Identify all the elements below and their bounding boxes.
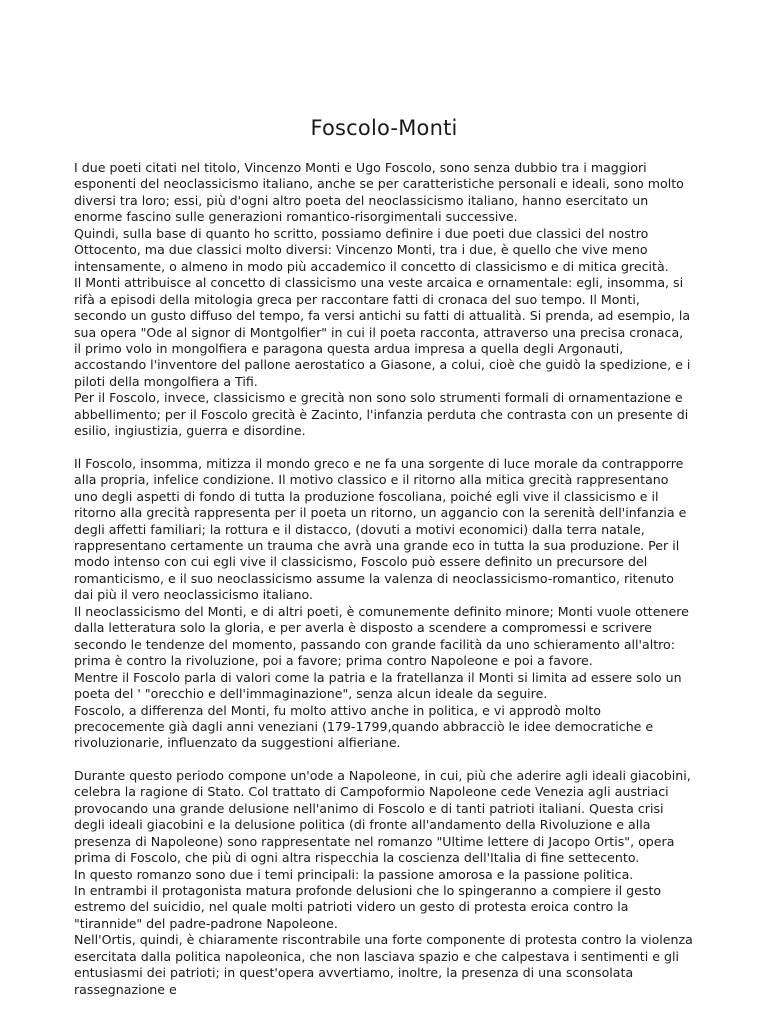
document-body <box>74 160 694 998</box>
paragraph: Nell'Ortis, quindi, è chiaramente riscontrabile una forte componente di protesta contro la violenza esercitata dalla politica napoleonica, che non lasciava spazio e che calpestava i sentimenti e gli entusiasmi dei patrioti; in quest'opera avvertiamo, inoltre, la presenza di una sconsolata rassegnazione e <box>74 932 693 997</box>
paragraph: Foscolo, a differenza del Monti, fu molto attivo anche in politica, e vi approdò molto precocemente già dagli anni veneziani (179-1799,quando abbracciò le idee democratiche e rivoluzionarie, influenzato da suggestioni alfieriane. <box>74 702 654 751</box>
paragraph: In entrambi il protagonista matura profonde delusioni che lo spingeranno a compiere il gesto estremo del suicidio, nel quale molti patrioti videro un gesto di protesta eroica contro la "tirannide" del padre-padrone Napoleone. <box>74 883 662 931</box>
paragraph-gap <box>74 440 694 456</box>
paragraph: Mentre il Foscolo parla di valori come la patria e la fratellanza il Monti si limita ad essere solo un poeta del ' "orecchio e dell'immaginazione", senza alcun ideale da seguire. <box>74 669 682 702</box>
paragraph: Il Foscolo, insomma, mitizza il mondo greco e ne fa una sorgente di luce morale da contrapporre alla propria, infelice condizione. Il motivo classico e il ritorno alla mitica grecità rappresentano uno degli aspetti di fondo di tutta la produzione foscoliana, poiché egli vive il classicismo e il ritorno alla grecità rappresenta per il poeta un ritorno, un aggancio con la serenità dell'infanzia e degli affetti familiari; la rottura e il distacco, (dovuti a motivi economici) dalla terra natale, rappresentano certamente un trauma che avrà una grande eco in tutta la sua produzione. Per il modo intenso con cui egli vive il classicismo, Foscolo può essere definito un precursore del romanticismo, e il suo neoclassicismo assume la valenza di neoclassicismo-romantico, ritenuto dai più il vero neoclassicismo italiano. <box>74 455 687 603</box>
paragraph: Durante questo periodo compone un'ode a Napoleone, in cui, più che aderire agli ideali giacobini, celebra la ragione di Stato. Col trattato di Campoformio Napoleone cede Venezia agli austriaci provocando una grande delusione nell'animo di Foscolo e di tanti patrioti italiani. Questa crisi degli ideali giacobini e la delusione politica (di fronte all'andamento della Rivoluzione e alla presenza di Napoleone) sono rappresentate nel romanzo "Ultime lettere di Jacopo Ortis", opera prima di Foscolo, che più di ogni altra rispecchia la coscienza dell'Italia di fine settecento. <box>74 767 691 866</box>
paragraph: Quindi, sulla base di quanto ho scritto, possiamo definire i due poeti due classici del nostro Ottocento, ma due classici molto diversi: Vincenzo Monti, tra i due, è quello che vive meno intensamente, o almeno in modo più accademico il concetto di classicismo e di mitica grecità. <box>74 225 669 274</box>
paragraph: In questo romanzo sono due i temi principali: la passione amorosa e la passione politica. <box>74 866 634 882</box>
paragraph: Il Monti attribuisce al concetto di classicismo una veste arcaica e ornamentale: egli, insomma, si rifà a episodi della mitologia greca per raccontare fatti di cronaca del suo tempo. Il Monti, secondo un gusto diffuso del tempo, fa versi antichi su fatti di attualità. Si prenda, ad esempio, la sua opera "Ode al signor di Montgolfier" in cui il poeta racconta, attraverso una precisa cronaca, il primo volo in mongolfiera e paragona questa ardua impresa a quella degli Argonauti, accostando l'inventore del pallone aerostatico a Giasone, a colui, cioè che guidò la spedizione, e i piloti della mongolfiera a Tifi. <box>74 275 691 389</box>
document-title: Foscolo-Monti <box>310 116 458 140</box>
paragraph: Per il Foscolo, invece, classicismo e grecità non sono solo strumenti formali di ornamentazione e abbellimento; per il Foscolo grecità è Zacinto, l'infanzia perduta che contrasta con un presente di esilio, ingiustizia, guerra e disordine. <box>74 390 689 439</box>
paragraph: I due poeti citati nel titolo, Vincenzo Monti e Ugo Foscolo, sono senza dubbio tra i maggiori esponenti del neoclassicismo italiano, anche se per caratteristiche personali e ideali, sono molto diversi tra loro; essi, più d'ogni altro poeta del neoclassicismo italiano, hanno esercitato un enorme fascino sulle generazioni romantico-risorgimentali successive. <box>74 160 684 225</box>
paragraph: Il neoclassicismo del Monti, e di altri poeti, è comunemente definito minore; Monti vuole ottenere dalla letteratura solo la gloria, e per averla è disposto a scendere a compromessi e scrivere secondo le tendenze del momento, passando con grande facilità da uno schieramento all'altro: prima è contro la rivoluzione, poi a favore; prima contro Napoleone e poi a favore. <box>74 603 689 669</box>
paragraph-gap <box>74 752 694 768</box>
